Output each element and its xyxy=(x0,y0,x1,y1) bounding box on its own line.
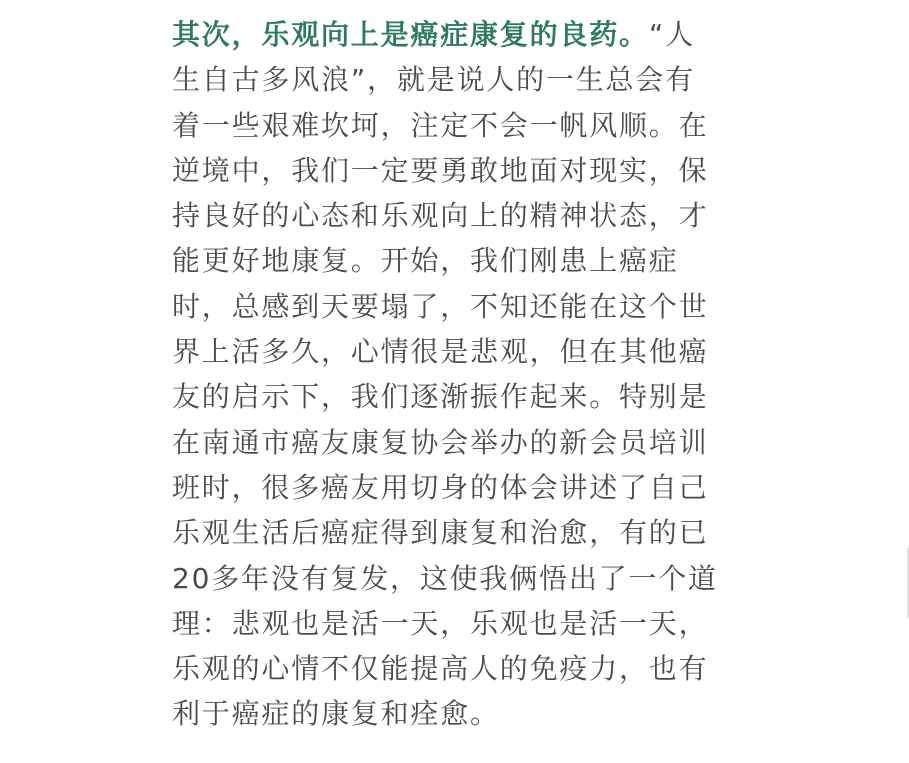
paragraph-line: 能更好地康复。开始，我们刚患上癌症 xyxy=(172,244,679,278)
lead-sentence: 其次，乐观向上是癌症康复的良药。 xyxy=(172,18,649,51)
paragraph-line: 持良好的心态和乐观向上的精神状态，才 xyxy=(172,199,709,233)
paragraph-line: 利于癌症的康复和痊愈。 xyxy=(172,697,500,731)
paragraph-line: 友的启示下，我们逐渐振作起来。特别是 xyxy=(172,380,709,414)
paragraph-line: 在南通市癌友康复协会举办的新会员培训 xyxy=(172,425,709,459)
paragraph-line xyxy=(172,12,747,57)
article-paragraph xyxy=(172,12,747,737)
paragraph-line: 生自古多风浪”，就是说人的一生总会有 xyxy=(172,63,695,97)
paragraph-line: 逆境中，我们一定要勇敢地面对现实，保 xyxy=(172,153,709,187)
paragraph-line: 理：悲观也是活一天，乐观也是活一天， xyxy=(172,606,709,640)
paragraph-line: 着一些艰难坎坷，注定不会一帆风顺。在 xyxy=(172,108,709,142)
paragraph-line: 班时，很多癌友用切身的体会讲述了自己 xyxy=(172,470,709,504)
paragraph-line: 时，总感到天要塌了，不知还能在这个世 xyxy=(172,289,709,323)
paragraph-line: 乐观的心情不仅能提高人的免疫力，也有 xyxy=(172,652,709,686)
line-text: “人 xyxy=(648,18,695,51)
paragraph-line: 20多年没有复发，这使我俩悟出了一个道 xyxy=(172,561,718,595)
paragraph-line: 乐观生活后癌症得到康复和治愈，有的已 xyxy=(172,516,709,550)
paragraph-line: 界上活多久，心情很是悲观，但在其他癌 xyxy=(172,335,709,369)
